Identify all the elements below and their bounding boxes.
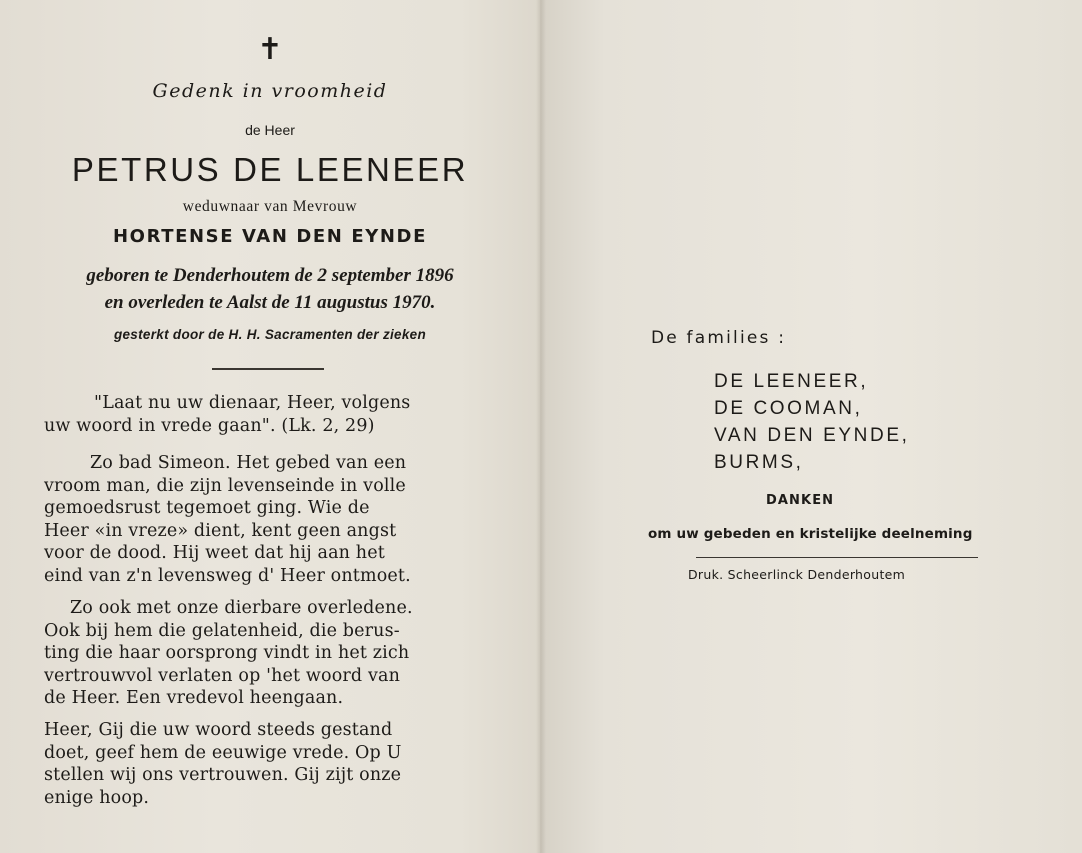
text-line: doet, geef hem de eeuwige vrede. Op U (44, 742, 402, 763)
birth-line: geboren te Denderhoutem de 2 september 1896 (86, 265, 454, 286)
text-line: voor de dood. Hij weet dat hij aan het (44, 543, 385, 563)
text-line: vroom man, die zijn levenseinde in volle (44, 475, 406, 496)
text-line: "Laat nu uw dienaar, Heer, volgens (94, 393, 411, 413)
family-name: DE COOMAN, (714, 398, 863, 419)
paragraph-simeon (44, 452, 500, 587)
remember-line: Gedenk in vroomheid (152, 80, 388, 102)
left-page (0, 0, 540, 853)
thanks-text: om uw gebeden en kristelijke deelneming (648, 526, 973, 542)
families-intro: De families : (651, 328, 787, 348)
text-line: stellen wij ons vertrouwen. Gij zijt onze (44, 765, 402, 785)
text-line: enige hoop. (44, 787, 150, 808)
text-line: Zo ook met onze dierbare overledene. (70, 598, 413, 618)
text-line: ting die haar oorsprong vindt in het zich (44, 643, 410, 663)
paragraph-deceased (44, 597, 500, 710)
honorific: de Heer (245, 122, 295, 138)
text-line: eind van z'n levensweg d' Heer ontmoet. (44, 565, 411, 586)
paragraph-prayer (44, 719, 500, 809)
text-line: de Heer. Een vredevol heengaan. (44, 688, 344, 708)
text-line: gemoedsrust tegemoet ging. Wie de (44, 498, 370, 518)
deceased-name: PETRUS DE LEENEER (71, 151, 469, 188)
text-line: Ook bij hem die gelatenheid, die berus- (44, 620, 400, 641)
text-line: Heer, Gij die uw woord steeds gestand (44, 720, 393, 740)
family-name: BURMS, (714, 452, 804, 473)
text-line: Heer «in vreze» dient, kent geen angst (44, 520, 397, 541)
death-line: en overleden te Aalst de 11 augustus 1970. (104, 292, 436, 313)
family-names (714, 368, 909, 476)
text-line: Zo bad Simeon. Het gebed van een (90, 453, 407, 473)
card-fold (536, 0, 546, 853)
cross-icon: ✝ (257, 32, 283, 67)
thanks-heading: DANKEN (766, 493, 835, 508)
divider (696, 557, 978, 558)
family-name: VAN DEN EYNDE, (714, 425, 910, 446)
printer-credit: Druk. Scheerlinck Denderhoutem (688, 567, 906, 582)
text-line: uw woord in vrede gaan". (Lk. 2, 29) (44, 415, 375, 436)
text-line: vertrouwvol verlaten op 'het woord van (44, 665, 401, 686)
widower-line: weduwnaar van Mevrouw (182, 198, 358, 215)
sacraments-line: gesterkt door de H. H. Sacramenten der zieken (113, 327, 427, 342)
family-name: DE LEENEER, (714, 371, 869, 392)
bible-quote (44, 392, 500, 437)
spouse-name: HORTENSE VAN DEN EYNDE (113, 226, 427, 247)
divider (212, 368, 324, 370)
